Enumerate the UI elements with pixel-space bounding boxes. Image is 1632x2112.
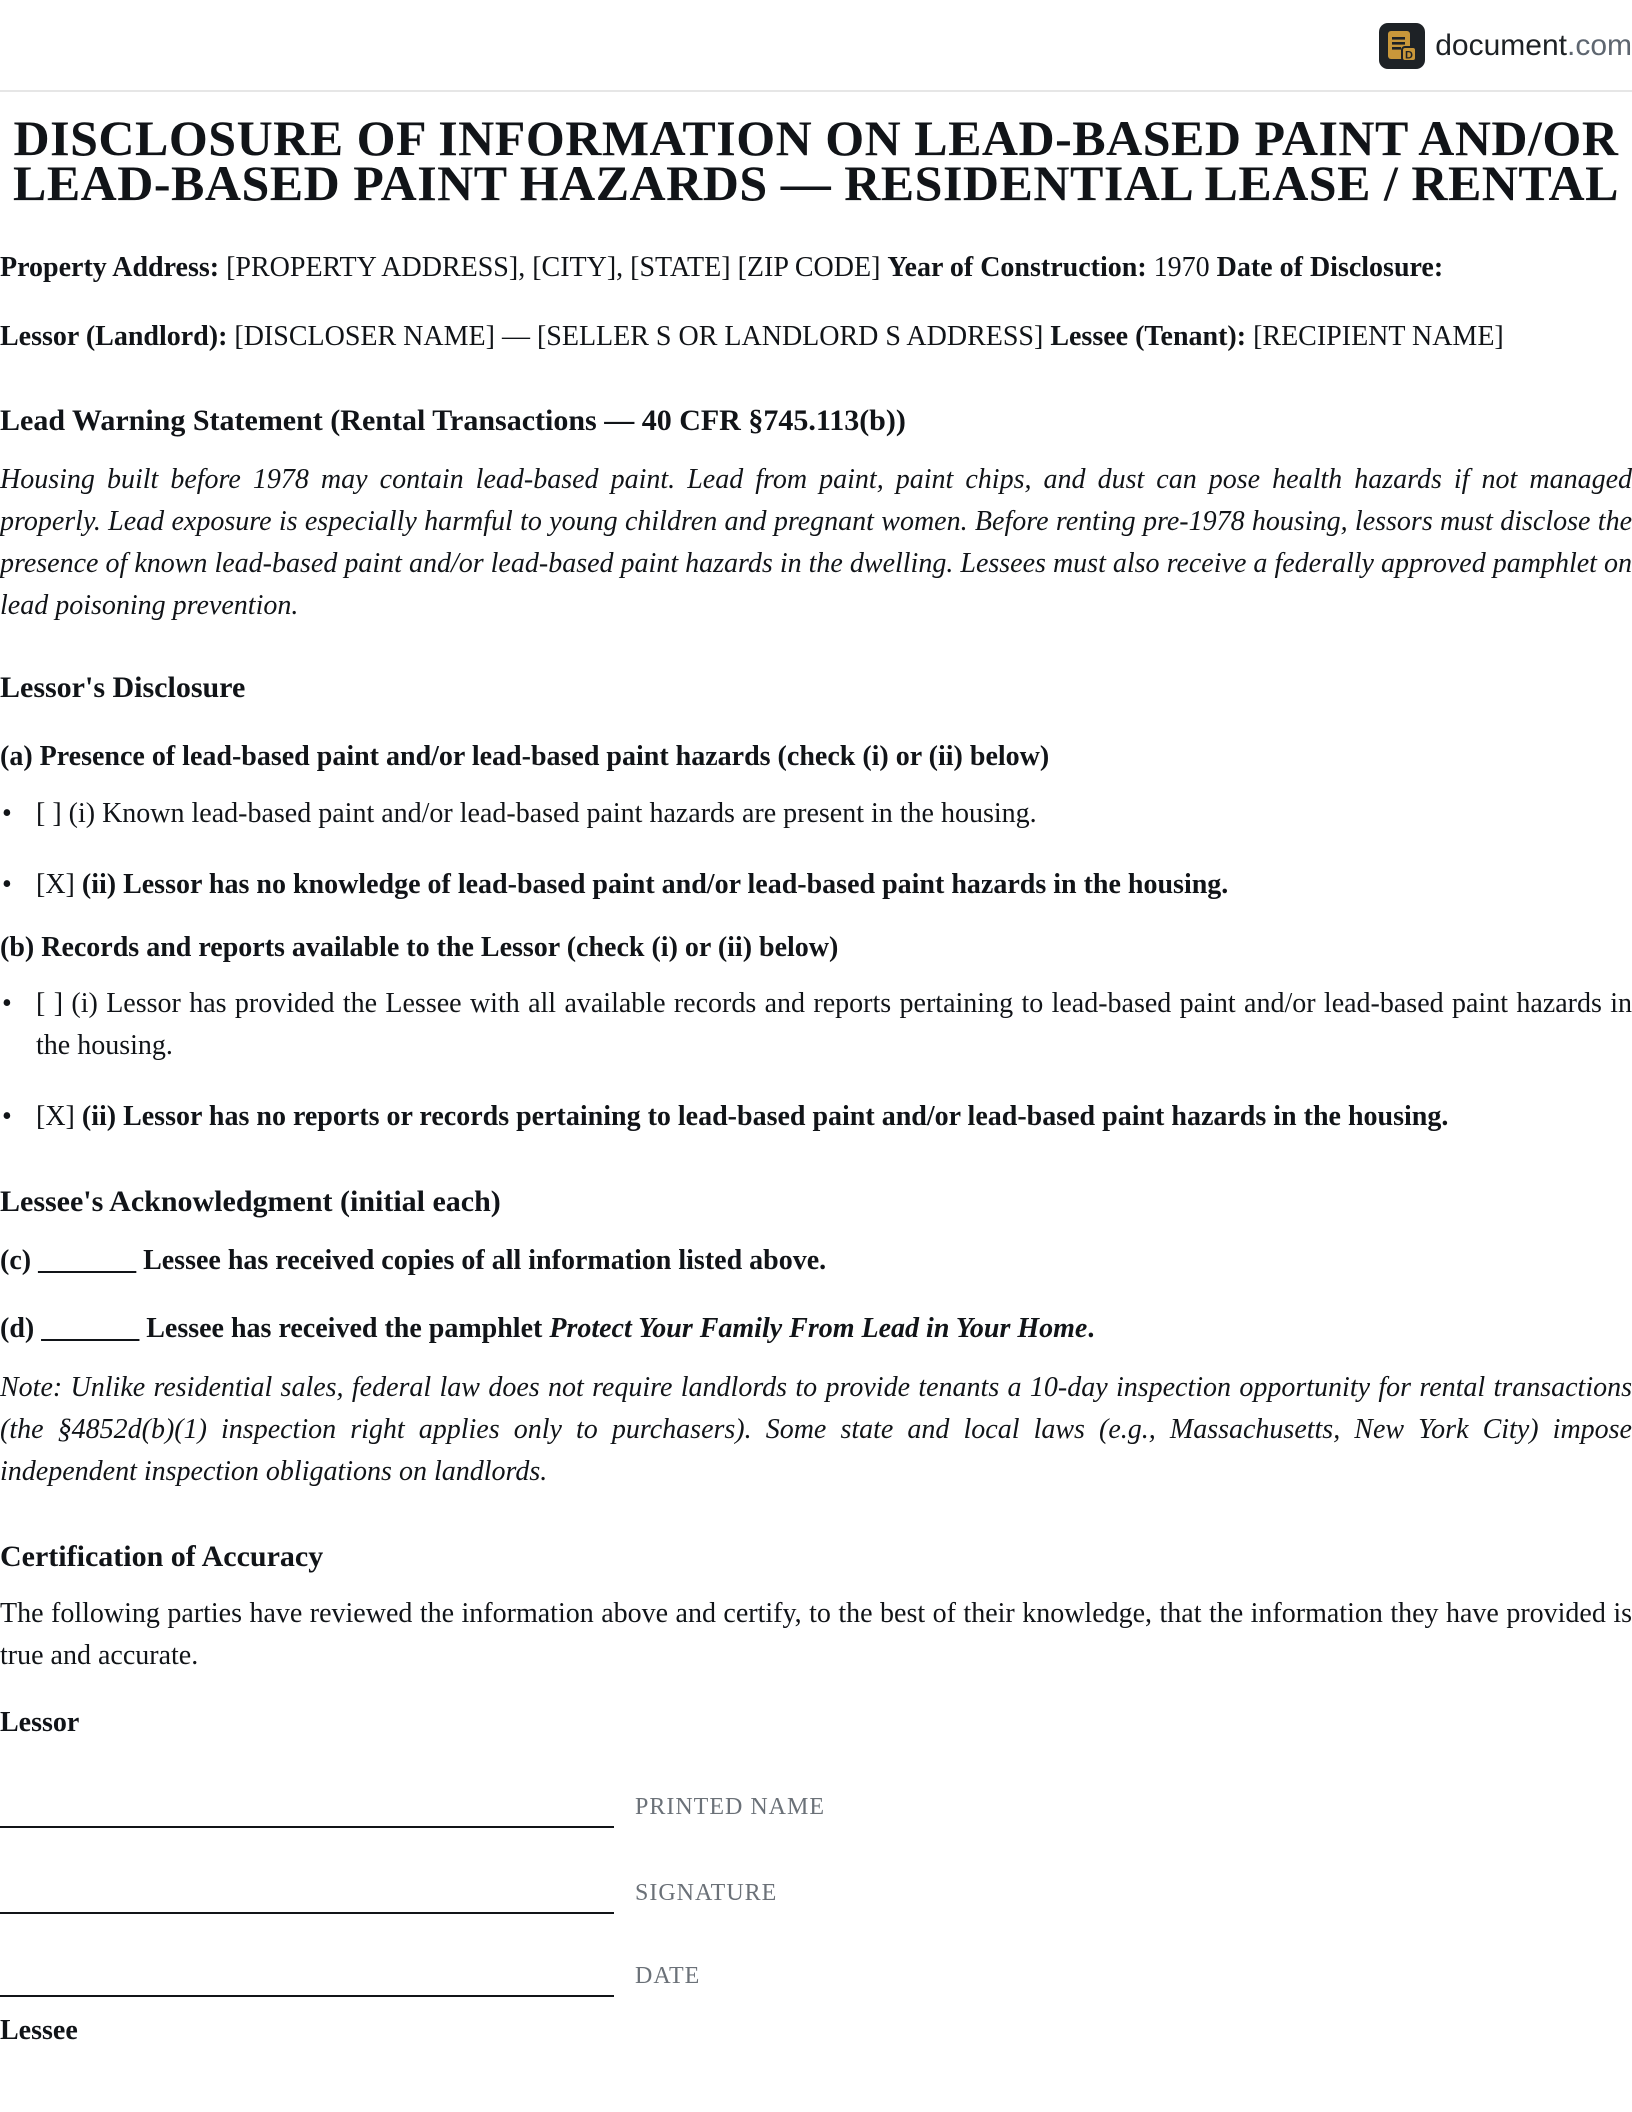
- item-text: (ii) Lessor has no reports or records pertaining to lead-based paint and/or lead-based paint hazards in the housing.: [81, 1101, 1449, 1132]
- property-address-label: Property Address:: [0, 252, 220, 283]
- bullet-icon: •: [2, 798, 12, 829]
- signature-label: SIGNATURE: [635, 1880, 778, 1906]
- printed-name-field[interactable]: [0, 1826, 614, 1828]
- lessor-signature-heading: Lessor: [0, 1707, 80, 1738]
- acknowledgment-d-period: .: [1087, 1313, 1095, 1344]
- date-field[interactable]: [0, 1995, 614, 1997]
- acknowledgment-c: [0, 1245, 826, 1277]
- year-of-construction-label: Year of Construction:: [887, 252, 1147, 283]
- parties-line: [0, 321, 1504, 353]
- property-address-value: [PROPERTY ADDRESS], [CITY], [STATE] [ZIP CODE]: [226, 252, 881, 283]
- rental-note: Note: Unlike residential sales, federal law does not require landlords to provide tenants a 10-day inspection opportunity for rental transactions (the §4852d(b)(1) inspection right applies only to purchasers). Some state and local laws (e.g., Massachusetts, New York City) impose independent inspection obligations on landlords.: [0, 1372, 1632, 1487]
- checkbox-mark: [X]: [36, 1101, 75, 1132]
- lead-warning-text: Housing built before 1978 may contain lead-based paint. Lead from paint, paint chips, and dust can pose health hazards if not managed properly. Lead exposure is especially harmful to young children and pregnant women. Before renting pre-1978 housing, lessors must disclose the presence of known lead-based paint and/or lead-based paint hazards in the dwelling. Lessees must also receive a federally approved pamphlet on lead poisoning prevention.: [0, 464, 1632, 621]
- lessee-signature-heading: Lessee: [0, 2015, 78, 2046]
- printed-name-label: PRINTED NAME: [635, 1794, 825, 1820]
- checkbox-mark: [ ]: [36, 988, 64, 1019]
- item-text: (ii) Lessor has no knowledge of lead-based paint and/or lead-based paint hazards in the housing.: [81, 869, 1229, 900]
- document-logo-icon: [1379, 23, 1425, 69]
- initial-blank-d[interactable]: (d) _______: [0, 1313, 140, 1344]
- acknowledgment-d: [0, 1313, 1094, 1345]
- checkbox-mark: [X]: [36, 869, 75, 900]
- document-title: [0, 110, 1632, 211]
- signature-field[interactable]: [0, 1912, 614, 1914]
- svg-text:D: D: [1405, 49, 1414, 62]
- brand-logo[interactable]: [1379, 22, 1632, 70]
- lessors-disclosure-heading: Lessor's Disclosure: [0, 671, 246, 704]
- date-of-disclosure-label: Date of Disclosure:: [1216, 252, 1444, 283]
- lessor-label: Lessor (Landlord):: [0, 321, 228, 352]
- brand-name: document.com: [1435, 29, 1632, 62]
- bullet-icon: •: [2, 988, 12, 1019]
- item-text: (i) Known lead-based paint and/or lead-based paint hazards are present in the housing.: [68, 798, 1037, 829]
- lead-warning-heading: Lead Warning Statement (Rental Transactions — 40 CFR §745.113(b)): [0, 404, 906, 437]
- records-heading: (b) Records and reports available to the Lessor (check (i) or (ii) below): [0, 932, 839, 963]
- pamphlet-title: Protect Your Family From Lead in Your Home: [549, 1313, 1088, 1344]
- bullet-icon: •: [2, 869, 12, 900]
- year-of-construction-value: 1970: [1153, 252, 1210, 283]
- item-text: (i) Lessor has provided the Lessee with all available records and reports pertaining to lead-based paint and/or lead-based paint hazards in the housing.: [36, 988, 1632, 1061]
- date-label: DATE: [635, 1963, 701, 1989]
- acknowledgment-c-text: Lessee has received copies of all information listed above.: [143, 1245, 827, 1276]
- lessor-value: [DISCLOSER NAME] — [SELLER S OR LANDLORD S ADDRESS]: [234, 321, 1044, 352]
- title-line-2: LEAD-BASED PAINT HAZARDS — RESIDENTIAL LEASE / RENTAL: [12, 155, 1620, 211]
- certification-heading: Certification of Accuracy: [0, 1540, 324, 1573]
- header-bar: [0, 0, 1632, 92]
- lessee-label: Lessee (Tenant):: [1050, 321, 1247, 352]
- initial-blank-c[interactable]: (c) _______: [0, 1245, 137, 1276]
- presence-heading: (a) Presence of lead-based paint and/or lead-based paint hazards (check (i) or (ii) below): [0, 741, 1050, 772]
- bullet-icon: •: [2, 1101, 12, 1132]
- property-line: [0, 252, 1443, 284]
- lessee-value: [RECIPIENT NAME]: [1253, 321, 1504, 352]
- acknowledgment-d-text: Lessee has received the pamphlet: [146, 1313, 543, 1344]
- certification-text: The following parties have reviewed the information above and certify, to the best of their knowledge, that the information they have provided is true and accurate.: [0, 1598, 1632, 1671]
- lessee-acknowledgment-heading: Lessee's Acknowledgment (initial each): [0, 1185, 501, 1218]
- title-line-1: DISCLOSURE OF INFORMATION ON LEAD-BASED PAINT AND/OR: [13, 110, 1619, 166]
- checkbox-mark: [ ]: [36, 798, 62, 829]
